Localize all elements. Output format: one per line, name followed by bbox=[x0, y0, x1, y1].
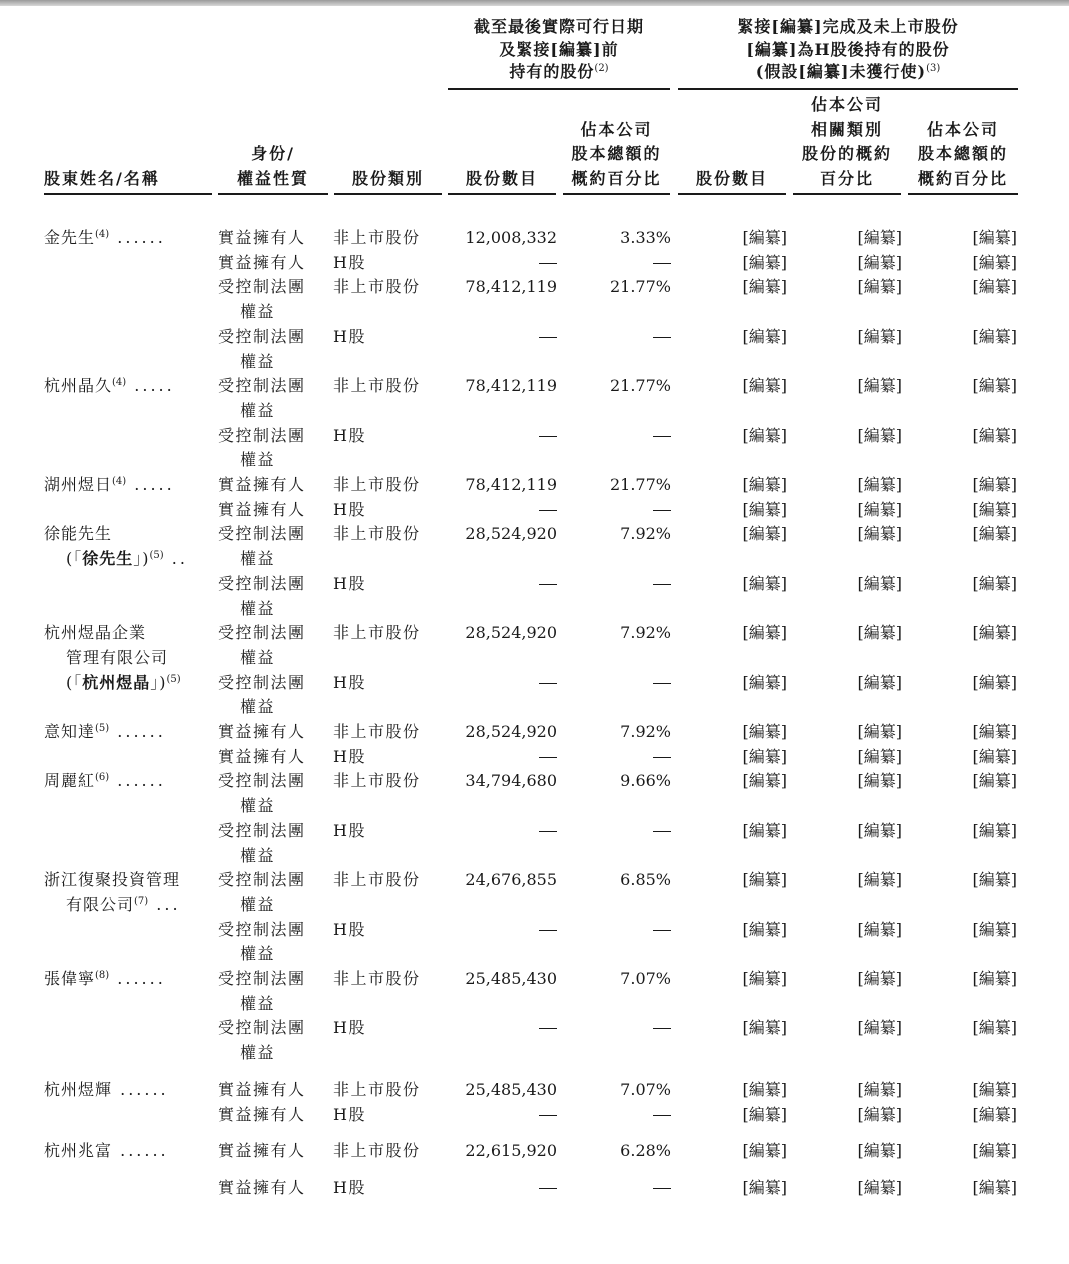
capacity-cell: 權益 bbox=[240, 796, 276, 816]
pct-before-cell-dash bbox=[653, 831, 671, 832]
pct-total-after-cell: [編纂] bbox=[972, 499, 1017, 519]
capacity-cell: 實益擁有人 bbox=[218, 746, 306, 766]
group-rule-before bbox=[448, 88, 670, 90]
group-header-after bbox=[678, 16, 1018, 84]
group-header-after-line: (假設[編纂]未獲行使)$^{(3)}$ bbox=[755, 62, 941, 81]
shareholder-name: 杭州煜輝 ...... bbox=[44, 1079, 169, 1099]
shares-before-cell-dash bbox=[539, 584, 557, 585]
shares-before-cell: 25,485,430 bbox=[465, 1079, 557, 1099]
shares-after-cell: [編纂] bbox=[742, 425, 787, 445]
pct-total-after-cell: [編纂] bbox=[972, 1079, 1017, 1099]
pct-total-after-cell: [編纂] bbox=[972, 1104, 1017, 1124]
column-header-name bbox=[44, 167, 212, 192]
shareholder-name: 湖州煜日$^{(4)}$ ..... bbox=[44, 475, 175, 494]
leader-dots: ...... bbox=[109, 228, 166, 247]
capacity-cell: 受控制法團 bbox=[218, 672, 306, 692]
column-header-line: 相關類別 bbox=[810, 119, 883, 139]
column-header-line: 股東姓名/名稱 bbox=[44, 168, 160, 188]
pct-class-after-cell: [編纂] bbox=[857, 252, 902, 272]
shares-after-cell: [編纂] bbox=[742, 1141, 787, 1161]
shares-before-cell-dash bbox=[539, 683, 557, 684]
capacity-cell: 實益擁有人 bbox=[218, 499, 306, 519]
capacity-cell: 實益擁有人 bbox=[218, 1079, 306, 1099]
pct-class-after-cell: [編纂] bbox=[857, 820, 902, 840]
pct-before-cell: 7.92% bbox=[620, 623, 671, 643]
footnote-ref: (8) bbox=[95, 970, 110, 981]
leader-dots: ... bbox=[148, 894, 181, 914]
shares-after-cell: [編纂] bbox=[742, 475, 787, 494]
column-header-line: 佔本公司 bbox=[926, 119, 999, 139]
shares-before-cell-dash bbox=[539, 757, 557, 758]
shareholder-name: 金先生$^{(4)}$ ...... bbox=[44, 228, 166, 247]
footnote-ref: (6) bbox=[95, 772, 110, 784]
pct-total-after-cell: [編纂] bbox=[972, 326, 1017, 346]
share-class-cell: H股 bbox=[333, 1177, 366, 1197]
pct-before-cell: 6.28% bbox=[620, 1141, 671, 1161]
pct-before-cell: 3.33% bbox=[620, 228, 671, 247]
capacity-cell: 實益擁有人 bbox=[218, 228, 306, 247]
capacity-cell: 權益 bbox=[240, 1043, 276, 1063]
column-header-pct-class-after bbox=[793, 93, 901, 191]
shares-after-cell: [編纂] bbox=[742, 1177, 787, 1197]
pct-class-after-cell: [編纂] bbox=[857, 672, 902, 692]
shareholder-name: 周麗紅$^{(6)}$ ...... bbox=[44, 771, 166, 791]
footnote-ref: (5) bbox=[95, 723, 110, 734]
leader-dots: ...... bbox=[109, 771, 166, 791]
shares-after-cell: [編纂] bbox=[742, 870, 787, 890]
share-class-cell: H股 bbox=[333, 326, 366, 346]
pct-before-cell-dash bbox=[653, 584, 671, 585]
capacity-cell: 權益 bbox=[240, 845, 276, 865]
capacity-cell: 實益擁有人 bbox=[218, 722, 306, 741]
pct-total-after-cell: [編纂] bbox=[972, 524, 1017, 544]
pct-class-after-cell: [編纂] bbox=[857, 1104, 902, 1124]
share-class-cell: 非上市股份 bbox=[333, 376, 421, 396]
share-class-cell: H股 bbox=[333, 820, 366, 840]
share-class-cell: 非上市股份 bbox=[333, 524, 421, 544]
column-header-line: 佔本公司 bbox=[810, 95, 883, 114]
share-class-cell: 非上市股份 bbox=[333, 1141, 421, 1161]
footnote-ref: (5) bbox=[149, 550, 164, 562]
shares-before-cell-dash bbox=[539, 510, 557, 511]
column-rule-pct-before bbox=[563, 193, 670, 195]
share-class-cell: 非上市股份 bbox=[333, 623, 421, 643]
pct-class-after-cell: [編纂] bbox=[857, 1177, 902, 1197]
shareholder-name: 杭州兆富 ...... bbox=[44, 1141, 169, 1161]
pct-class-after-cell: [編纂] bbox=[857, 919, 902, 939]
shares-after-cell: [編纂] bbox=[742, 746, 787, 766]
pct-total-after-cell: [編纂] bbox=[972, 919, 1017, 939]
shareholder-name: 意知達$^{(5)}$ ...... bbox=[44, 722, 166, 741]
capacity-cell: 權益 bbox=[240, 697, 276, 717]
pct-total-after-cell: [編纂] bbox=[972, 1177, 1017, 1197]
pct-total-after-cell: [編纂] bbox=[972, 623, 1017, 643]
shareholder-short-name: 杭州煜晶 bbox=[82, 672, 151, 692]
capacity-cell: 權益 bbox=[240, 302, 276, 322]
pct-total-after-cell: [編纂] bbox=[972, 820, 1017, 840]
pct-total-after-cell: [編纂] bbox=[972, 870, 1017, 890]
leader-dots: ..... bbox=[126, 376, 175, 396]
share-class-cell: H股 bbox=[333, 252, 366, 272]
shares-after-cell: [編纂] bbox=[742, 252, 787, 272]
column-header-capacity bbox=[218, 142, 328, 191]
share-class-cell: H股 bbox=[333, 746, 366, 766]
shares-after-cell: [編纂] bbox=[742, 1104, 787, 1124]
pct-total-after-cell: [編纂] bbox=[972, 746, 1017, 766]
shareholder-name: 管理有限公司 bbox=[66, 647, 169, 667]
pct-total-after-cell: [編纂] bbox=[972, 573, 1017, 593]
pct-before-cell-dash bbox=[653, 930, 671, 931]
column-header-line: 股份的概約 bbox=[801, 144, 892, 163]
column-header-line: 佔本公司 bbox=[580, 119, 653, 139]
pct-class-after-cell: [編纂] bbox=[857, 771, 902, 791]
shares-before-cell-dash bbox=[539, 1115, 557, 1116]
pct-total-after-cell: [編纂] bbox=[972, 376, 1017, 396]
footnote-ref: (4) bbox=[95, 229, 110, 240]
capacity-cell: 實益擁有人 bbox=[218, 1104, 306, 1124]
share-class-cell: H股 bbox=[333, 672, 366, 692]
shares-before-cell: 34,794,680 bbox=[465, 771, 557, 791]
capacity-cell: 受控制法團 bbox=[218, 820, 306, 840]
shares-after-cell: [編纂] bbox=[742, 623, 787, 643]
shares-before-cell: 28,524,920 bbox=[465, 524, 557, 544]
capacity-cell: 受控制法團 bbox=[218, 623, 306, 643]
pct-total-after-cell: [編纂] bbox=[972, 771, 1017, 791]
group-rule-after bbox=[678, 88, 1018, 90]
capacity-cell: 權益 bbox=[240, 993, 276, 1013]
shares-after-cell: [編纂] bbox=[742, 969, 787, 988]
column-header-line: 身份/ bbox=[251, 144, 295, 163]
capacity-cell: 權益 bbox=[240, 894, 276, 914]
share-class-cell: 非上市股份 bbox=[333, 969, 421, 988]
capacity-cell: 受控制法團 bbox=[218, 326, 306, 346]
group-header-after-line: 緊接[編纂]完成及未上市股份 bbox=[737, 17, 959, 36]
share-class-cell: 非上市股份 bbox=[333, 771, 421, 791]
group-header-before bbox=[448, 16, 670, 84]
pct-before-cell-dash bbox=[653, 1028, 671, 1029]
shares-after-cell: [編纂] bbox=[742, 277, 787, 297]
pct-before-cell-dash bbox=[653, 510, 671, 511]
column-rule-name bbox=[44, 193, 212, 195]
share-class-cell: 非上市股份 bbox=[333, 475, 421, 494]
shares-before-cell: 78,412,119 bbox=[465, 376, 557, 396]
pct-before-cell: 7.07% bbox=[620, 969, 671, 988]
column-header-shares-after bbox=[678, 167, 786, 192]
column-header-pct-total-after bbox=[908, 118, 1018, 192]
capacity-cell: 受控制法團 bbox=[218, 919, 306, 939]
pct-before-cell-dash bbox=[653, 1188, 671, 1189]
capacity-cell: 權益 bbox=[240, 549, 276, 569]
shareholder-name: 浙江復聚投資管理 bbox=[44, 870, 181, 890]
capacity-cell: 權益 bbox=[240, 598, 276, 618]
capacity-cell: 受控制法團 bbox=[218, 969, 306, 988]
pct-before-cell: 6.85% bbox=[620, 870, 671, 890]
column-rule-class bbox=[334, 193, 442, 195]
leader-dots: ...... bbox=[112, 1079, 169, 1099]
pct-class-after-cell: [編纂] bbox=[857, 376, 902, 396]
pct-class-after-cell: [編纂] bbox=[857, 326, 902, 346]
column-header-line: 權益性質 bbox=[236, 168, 309, 188]
shares-before-cell: 24,676,855 bbox=[465, 870, 557, 890]
pct-class-after-cell: [編纂] bbox=[857, 475, 902, 494]
capacity-cell: 受控制法團 bbox=[218, 277, 306, 297]
shares-before-cell: 12,008,332 bbox=[465, 228, 557, 247]
shareholder-name: 杭州煜晶企業 bbox=[44, 623, 147, 643]
pct-total-after-cell: [編纂] bbox=[972, 425, 1017, 445]
shareholder-short-name: 徐先生 bbox=[82, 549, 134, 569]
shares-after-cell: [編纂] bbox=[742, 919, 787, 939]
pct-class-after-cell: [編纂] bbox=[857, 969, 902, 988]
group-header-after-note: (3) bbox=[926, 63, 941, 74]
footnote-ref: (4) bbox=[112, 476, 127, 487]
shares-before-cell-dash bbox=[539, 337, 557, 338]
capacity-cell: 受控制法團 bbox=[218, 870, 306, 890]
column-header-line: 概約百分比 bbox=[917, 168, 1008, 188]
column-header-line: 股份類別 bbox=[351, 168, 424, 188]
pct-class-after-cell: [編纂] bbox=[857, 746, 902, 766]
share-class-cell: H股 bbox=[333, 919, 366, 939]
pct-total-after-cell: [編纂] bbox=[972, 277, 1017, 297]
column-rule-pct-class-after bbox=[793, 193, 901, 195]
capacity-cell: 權益 bbox=[240, 351, 276, 371]
shareholder-name: 杭州晶久$^{(4)}$ ..... bbox=[44, 376, 175, 396]
shares-after-cell: [編纂] bbox=[742, 1079, 787, 1099]
pct-class-after-cell: [編纂] bbox=[857, 573, 902, 593]
shares-before-cell: 22,615,920 bbox=[465, 1141, 557, 1161]
shares-after-cell: [編纂] bbox=[742, 524, 787, 544]
capacity-cell: 實益擁有人 bbox=[218, 252, 306, 272]
column-rule-shares-before bbox=[448, 193, 556, 195]
pct-class-after-cell: [編纂] bbox=[857, 277, 902, 297]
pct-before-cell-dash bbox=[653, 1115, 671, 1116]
footnote-ref: (7) bbox=[134, 895, 149, 907]
pct-total-after-cell: [編纂] bbox=[972, 1018, 1017, 1038]
share-class-cell: 非上市股份 bbox=[333, 870, 421, 890]
share-class-cell: H股 bbox=[333, 1104, 366, 1124]
leader-dots: ..... bbox=[126, 475, 175, 494]
pct-before-cell: 7.92% bbox=[620, 524, 671, 544]
pct-before-cell: 21.77% bbox=[609, 376, 671, 396]
pct-class-after-cell: [編纂] bbox=[857, 228, 902, 247]
column-header-pct-before bbox=[563, 118, 670, 192]
column-rule-shares-after bbox=[678, 193, 786, 195]
shares-before-cell: 78,412,119 bbox=[465, 277, 557, 297]
pct-total-after-cell: [編纂] bbox=[972, 1141, 1017, 1161]
capacity-cell: 受控制法團 bbox=[218, 425, 306, 445]
pct-total-after-cell: [編纂] bbox=[972, 252, 1017, 272]
pct-before-cell-dash bbox=[653, 757, 671, 758]
column-header-line: 股本總額的 bbox=[571, 144, 662, 163]
column-header-line: 股本總額的 bbox=[917, 144, 1008, 163]
shareholder-name: 張偉寧$^{(8)}$ ...... bbox=[44, 969, 166, 988]
share-class-cell: 非上市股份 bbox=[333, 1079, 421, 1099]
column-header-line: 股份數目 bbox=[695, 168, 768, 188]
shares-after-cell: [編纂] bbox=[742, 228, 787, 247]
group-header-before-note: (2) bbox=[594, 63, 609, 74]
share-class-cell: H股 bbox=[333, 425, 366, 445]
footnote-ref: (5) bbox=[166, 673, 181, 685]
pct-total-after-cell: [編纂] bbox=[972, 722, 1017, 741]
shares-before-cell: 28,524,920 bbox=[465, 623, 557, 643]
capacity-cell: 權益 bbox=[240, 450, 276, 470]
shares-after-cell: [編纂] bbox=[742, 820, 787, 840]
pct-total-after-cell: [編纂] bbox=[972, 672, 1017, 692]
group-header-before-line: 截至最後實際可行日期 bbox=[473, 17, 644, 36]
capacity-cell: 受控制法團 bbox=[218, 376, 306, 396]
pct-total-after-cell: [編纂] bbox=[972, 969, 1017, 988]
leader-dots: ...... bbox=[109, 969, 166, 988]
pct-class-after-cell: [編纂] bbox=[857, 425, 902, 445]
capacity-cell: 實益擁有人 bbox=[218, 1141, 306, 1161]
pct-before-cell-dash bbox=[653, 337, 671, 338]
pct-before-cell: 21.77% bbox=[609, 475, 671, 494]
capacity-cell: 受控制法團 bbox=[218, 524, 306, 544]
shares-after-cell: [編纂] bbox=[742, 573, 787, 593]
column-header-line: 百分比 bbox=[819, 168, 874, 188]
shares-after-cell: [編纂] bbox=[742, 376, 787, 396]
capacity-cell: 權益 bbox=[240, 944, 276, 964]
shares-after-cell: [編纂] bbox=[742, 722, 787, 741]
capacity-cell: 受控制法團 bbox=[218, 1018, 306, 1038]
column-header-shares-before bbox=[448, 167, 556, 192]
share-class-cell: H股 bbox=[333, 499, 366, 519]
pct-class-after-cell: [編纂] bbox=[857, 524, 902, 544]
share-class-cell: 非上市股份 bbox=[333, 228, 421, 247]
column-rule-capacity bbox=[218, 193, 328, 195]
shareholder-name: 有限公司$^{(7)}$ ... bbox=[66, 894, 181, 914]
shares-before-cell-dash bbox=[539, 831, 557, 832]
shares-before-cell-dash bbox=[539, 1028, 557, 1029]
share-class-cell: 非上市股份 bbox=[333, 722, 421, 741]
pct-before-cell: 7.07% bbox=[620, 1079, 671, 1099]
pct-class-after-cell: [編纂] bbox=[857, 623, 902, 643]
capacity-cell: 實益擁有人 bbox=[218, 1177, 306, 1197]
pct-total-after-cell: [編纂] bbox=[972, 228, 1017, 247]
capacity-cell: 實益擁有人 bbox=[218, 475, 306, 494]
column-header-class bbox=[334, 167, 442, 192]
capacity-cell: 受控制法團 bbox=[218, 573, 306, 593]
column-rule-pct-total-after bbox=[908, 193, 1018, 195]
pct-class-after-cell: [編纂] bbox=[857, 1018, 902, 1038]
group-header-before-line: 持有的股份$^{(2)}$ bbox=[509, 62, 609, 81]
pct-total-after-cell: [編纂] bbox=[972, 475, 1017, 494]
pct-class-after-cell: [編纂] bbox=[857, 1141, 902, 1161]
group-header-before-line: 及緊接[編纂]前 bbox=[499, 39, 619, 59]
pct-before-cell-dash bbox=[653, 436, 671, 437]
capacity-cell: 權益 bbox=[240, 400, 276, 420]
column-header-line: 股份數目 bbox=[465, 168, 538, 188]
shares-before-cell: 25,485,430 bbox=[465, 969, 557, 988]
shareholder-name: (「杭州煜晶」)$^{(5)}$ bbox=[66, 672, 181, 692]
shares-after-cell: [編纂] bbox=[742, 1018, 787, 1038]
pct-before-cell: 9.66% bbox=[620, 771, 671, 791]
pct-class-after-cell: [編纂] bbox=[857, 1079, 902, 1099]
pct-class-after-cell: [編纂] bbox=[857, 722, 902, 741]
shares-before-cell: 78,412,119 bbox=[465, 475, 557, 494]
shares-before-cell-dash bbox=[539, 263, 557, 264]
column-header-line: 概約百分比 bbox=[571, 168, 662, 188]
capacity-cell: 權益 bbox=[240, 647, 276, 667]
leader-dots: ...... bbox=[109, 722, 166, 741]
capacity-cell: 受控制法團 bbox=[218, 771, 306, 791]
shares-after-cell: [編纂] bbox=[742, 672, 787, 692]
share-class-cell: H股 bbox=[333, 1018, 366, 1038]
pct-before-cell-dash bbox=[653, 263, 671, 264]
share-class-cell: H股 bbox=[333, 573, 366, 593]
leader-dots: .. bbox=[163, 549, 188, 569]
share-class-cell: 非上市股份 bbox=[333, 277, 421, 297]
group-header-after-line: [編纂]為H股後持有的股份 bbox=[746, 39, 950, 59]
shares-before-cell: 28,524,920 bbox=[465, 722, 557, 741]
shares-before-cell-dash bbox=[539, 930, 557, 931]
shareholder-name: (「徐先生」)$^{(5)}$ .. bbox=[66, 549, 188, 569]
shares-before-cell-dash bbox=[539, 1188, 557, 1189]
pct-before-cell: 7.92% bbox=[620, 722, 671, 741]
pct-class-after-cell: [編纂] bbox=[857, 499, 902, 519]
shareholder-name: 徐能先生 bbox=[44, 524, 113, 544]
shares-after-cell: [編纂] bbox=[742, 771, 787, 791]
pct-before-cell-dash bbox=[653, 683, 671, 684]
shares-before-cell-dash bbox=[539, 436, 557, 437]
shares-after-cell: [編纂] bbox=[742, 499, 787, 519]
leader-dots: ...... bbox=[112, 1141, 169, 1161]
footnote-ref: (4) bbox=[112, 377, 127, 389]
pct-class-after-cell: [編纂] bbox=[857, 870, 902, 890]
pct-before-cell: 21.77% bbox=[609, 277, 671, 297]
shares-after-cell: [編纂] bbox=[742, 326, 787, 346]
